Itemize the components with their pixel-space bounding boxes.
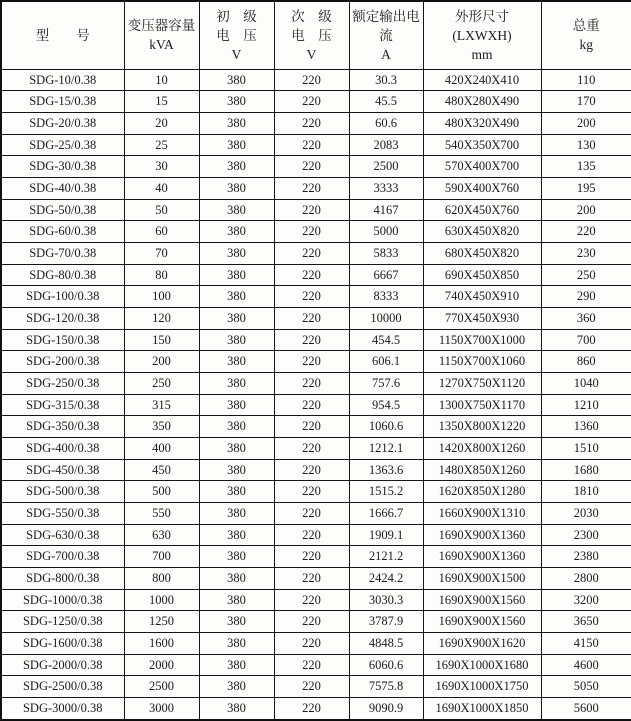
cell-dimensions: 480X280X490 <box>423 91 541 113</box>
cell-primary-voltage: 380 <box>199 697 274 720</box>
cell-primary-voltage: 380 <box>199 372 274 394</box>
cell-secondary-voltage: 220 <box>274 372 349 394</box>
table-row <box>1 242 631 264</box>
cell-capacity: 30 <box>124 156 199 178</box>
cell-total-weight: 1040 <box>541 372 631 394</box>
cell-secondary-voltage: 220 <box>274 221 349 243</box>
cell-dimensions: 1690X900X1360 <box>423 546 541 568</box>
table-row <box>1 589 631 611</box>
cell-rated-output-current: 1515.2 <box>349 481 423 503</box>
cell-capacity: 1000 <box>124 589 199 611</box>
cell-total-weight: 200 <box>541 199 631 221</box>
cell-dimensions: 1690X900X1620 <box>423 632 541 654</box>
header-line: 初 级 <box>216 8 257 24</box>
cell-model: SDG-700/0.38 <box>1 546 124 568</box>
cell-model: SDG-100/0.38 <box>1 286 124 308</box>
cell-capacity: 60 <box>124 221 199 243</box>
cell-primary-voltage: 380 <box>199 654 274 676</box>
cell-rated-output-current: 1666.7 <box>349 502 423 524</box>
cell-dimensions: 1420X800X1260 <box>423 437 541 459</box>
table-row <box>1 502 631 524</box>
cell-capacity: 40 <box>124 177 199 199</box>
cell-dimensions: 1270X750X1120 <box>423 372 541 394</box>
cell-capacity: 1250 <box>124 611 199 633</box>
cell-secondary-voltage: 220 <box>274 524 349 546</box>
cell-rated-output-current: 1909.1 <box>349 524 423 546</box>
cell-dimensions: 630X450X820 <box>423 221 541 243</box>
cell-secondary-voltage: 220 <box>274 697 349 720</box>
header-line: kg <box>579 37 593 53</box>
table-row <box>1 177 631 199</box>
cell-model: SDG-450/0.38 <box>1 459 124 481</box>
cell-primary-voltage: 380 <box>199 437 274 459</box>
header-line: A <box>381 46 391 62</box>
cell-model: SDG-20/0.38 <box>1 112 124 134</box>
column-header-rated-output-current <box>349 1 423 69</box>
table-row <box>1 437 631 459</box>
cell-rated-output-current: 8333 <box>349 286 423 308</box>
cell-primary-voltage: 380 <box>199 546 274 568</box>
table-row <box>1 524 631 546</box>
header-line: 流 <box>379 27 393 43</box>
column-header-model <box>1 1 124 69</box>
cell-total-weight: 170 <box>541 91 631 113</box>
cell-capacity: 70 <box>124 242 199 264</box>
table-row <box>1 697 631 720</box>
cell-primary-voltage: 380 <box>199 264 274 286</box>
cell-total-weight: 130 <box>541 134 631 156</box>
cell-model: SDG-70/0.38 <box>1 242 124 264</box>
cell-capacity: 250 <box>124 372 199 394</box>
table-row <box>1 416 631 438</box>
cell-dimensions: 740X450X910 <box>423 286 541 308</box>
cell-primary-voltage: 380 <box>199 134 274 156</box>
cell-total-weight: 195 <box>541 177 631 199</box>
cell-secondary-voltage: 220 <box>274 481 349 503</box>
table-row <box>1 91 631 113</box>
cell-model: SDG-400/0.38 <box>1 437 124 459</box>
table-row <box>1 611 631 633</box>
header-line: 变压器容量 <box>127 18 196 34</box>
cell-model: SDG-150/0.38 <box>1 329 124 351</box>
header-line: 额定输出电 <box>352 8 420 24</box>
cell-total-weight: 1210 <box>541 394 631 416</box>
cell-capacity: 15 <box>124 91 199 113</box>
table-row <box>1 351 631 373</box>
table-row <box>1 199 631 221</box>
cell-rated-output-current: 7575.8 <box>349 676 423 698</box>
cell-primary-voltage: 380 <box>199 221 274 243</box>
cell-capacity: 550 <box>124 502 199 524</box>
cell-capacity: 25 <box>124 134 199 156</box>
cell-secondary-voltage: 220 <box>274 654 349 676</box>
cell-model: SDG-10/0.38 <box>1 69 124 91</box>
cell-capacity: 400 <box>124 437 199 459</box>
cell-total-weight: 4600 <box>541 654 631 676</box>
cell-secondary-voltage: 220 <box>274 351 349 373</box>
cell-primary-voltage: 380 <box>199 611 274 633</box>
table-row <box>1 394 631 416</box>
table-row <box>1 69 631 91</box>
cell-rated-output-current: 954.5 <box>349 394 423 416</box>
cell-model: SDG-25/0.38 <box>1 134 124 156</box>
table-row <box>1 134 631 156</box>
table-row <box>1 372 631 394</box>
cell-secondary-voltage: 220 <box>274 546 349 568</box>
column-header-primary-voltage <box>199 1 274 69</box>
cell-rated-output-current: 3333 <box>349 177 423 199</box>
cell-rated-output-current: 30.3 <box>349 69 423 91</box>
cell-total-weight: 220 <box>541 221 631 243</box>
cell-dimensions: 1300X750X1170 <box>423 394 541 416</box>
cell-rated-output-current: 6060.6 <box>349 654 423 676</box>
cell-model: SDG-60/0.38 <box>1 221 124 243</box>
cell-rated-output-current: 5000 <box>349 221 423 243</box>
cell-secondary-voltage: 220 <box>274 459 349 481</box>
cell-primary-voltage: 380 <box>199 524 274 546</box>
cell-rated-output-current: 3030.3 <box>349 589 423 611</box>
cell-capacity: 50 <box>124 199 199 221</box>
cell-rated-output-current: 6667 <box>349 264 423 286</box>
cell-model: SDG-120/0.38 <box>1 307 124 329</box>
cell-primary-voltage: 380 <box>199 502 274 524</box>
cell-primary-voltage: 380 <box>199 394 274 416</box>
cell-capacity: 350 <box>124 416 199 438</box>
cell-capacity: 150 <box>124 329 199 351</box>
header-line: 总重 <box>572 18 600 34</box>
cell-capacity: 80 <box>124 264 199 286</box>
header-line: 型 号 <box>35 27 90 43</box>
cell-capacity: 2000 <box>124 654 199 676</box>
cell-rated-output-current: 2500 <box>349 156 423 178</box>
cell-primary-voltage: 380 <box>199 91 274 113</box>
cell-secondary-voltage: 220 <box>274 112 349 134</box>
cell-model: SDG-2500/0.38 <box>1 676 124 698</box>
cell-primary-voltage: 380 <box>199 177 274 199</box>
cell-primary-voltage: 380 <box>199 69 274 91</box>
cell-dimensions: 1620X850X1280 <box>423 481 541 503</box>
cell-secondary-voltage: 220 <box>274 416 349 438</box>
table-row <box>1 329 631 351</box>
cell-dimensions: 1690X1000X1680 <box>423 654 541 676</box>
cell-model: SDG-630/0.38 <box>1 524 124 546</box>
cell-primary-voltage: 380 <box>199 459 274 481</box>
cell-model: SDG-2000/0.38 <box>1 654 124 676</box>
cell-dimensions: 1690X900X1560 <box>423 589 541 611</box>
cell-capacity: 800 <box>124 567 199 589</box>
cell-rated-output-current: 757.6 <box>349 372 423 394</box>
cell-model: SDG-1250/0.38 <box>1 611 124 633</box>
column-header-capacity <box>124 1 199 69</box>
cell-secondary-voltage: 220 <box>274 264 349 286</box>
cell-primary-voltage: 380 <box>199 156 274 178</box>
column-header-total-weight <box>541 1 631 69</box>
cell-dimensions: 1690X900X1500 <box>423 567 541 589</box>
cell-capacity: 100 <box>124 286 199 308</box>
cell-dimensions: 1150X700X1060 <box>423 351 541 373</box>
cell-dimensions: 590X400X760 <box>423 177 541 199</box>
cell-total-weight: 2030 <box>541 502 631 524</box>
table-row <box>1 264 631 286</box>
cell-model: SDG-550/0.38 <box>1 502 124 524</box>
cell-secondary-voltage: 220 <box>274 307 349 329</box>
cell-primary-voltage: 380 <box>199 589 274 611</box>
cell-dimensions: 1690X1000X1750 <box>423 676 541 698</box>
cell-secondary-voltage: 220 <box>274 329 349 351</box>
cell-rated-output-current: 606.1 <box>349 351 423 373</box>
cell-total-weight: 290 <box>541 286 631 308</box>
cell-secondary-voltage: 220 <box>274 177 349 199</box>
cell-dimensions: 1350X800X1220 <box>423 416 541 438</box>
cell-secondary-voltage: 220 <box>274 156 349 178</box>
cell-capacity: 3000 <box>124 697 199 720</box>
header-line: 次 级 <box>291 8 332 24</box>
cell-total-weight: 135 <box>541 156 631 178</box>
cell-rated-output-current: 5833 <box>349 242 423 264</box>
cell-capacity: 2500 <box>124 676 199 698</box>
cell-dimensions: 680X450X820 <box>423 242 541 264</box>
cell-total-weight: 250 <box>541 264 631 286</box>
cell-dimensions: 770X450X930 <box>423 307 541 329</box>
cell-model: SDG-30/0.38 <box>1 156 124 178</box>
cell-capacity: 700 <box>124 546 199 568</box>
cell-secondary-voltage: 220 <box>274 394 349 416</box>
cell-secondary-voltage: 220 <box>274 567 349 589</box>
cell-total-weight: 2800 <box>541 567 631 589</box>
cell-dimensions: 1690X900X1360 <box>423 524 541 546</box>
column-header-dimensions <box>423 1 541 69</box>
cell-secondary-voltage: 220 <box>274 242 349 264</box>
header-line: V <box>231 46 242 62</box>
table-row <box>1 156 631 178</box>
cell-total-weight: 860 <box>541 351 631 373</box>
cell-dimensions: 1690X1000X1850 <box>423 697 541 720</box>
cell-model: SDG-3000/0.38 <box>1 697 124 720</box>
cell-capacity: 500 <box>124 481 199 503</box>
cell-model: SDG-1600/0.38 <box>1 632 124 654</box>
cell-capacity: 20 <box>124 112 199 134</box>
cell-secondary-voltage: 220 <box>274 437 349 459</box>
table-row <box>1 654 631 676</box>
cell-capacity: 630 <box>124 524 199 546</box>
cell-rated-output-current: 4167 <box>349 199 423 221</box>
cell-rated-output-current: 2083 <box>349 134 423 156</box>
cell-dimensions: 620X450X760 <box>423 199 541 221</box>
cell-secondary-voltage: 220 <box>274 134 349 156</box>
cell-total-weight: 700 <box>541 329 631 351</box>
table-row <box>1 481 631 503</box>
header-line: 外形尺寸 <box>455 8 509 24</box>
cell-capacity: 10 <box>124 69 199 91</box>
cell-primary-voltage: 380 <box>199 632 274 654</box>
cell-secondary-voltage: 220 <box>274 502 349 524</box>
cell-total-weight: 1810 <box>541 481 631 503</box>
cell-dimensions: 480X320X490 <box>423 112 541 134</box>
header-line: 电 压 <box>216 27 257 43</box>
table-row <box>1 676 631 698</box>
cell-dimensions: 540X350X700 <box>423 134 541 156</box>
cell-dimensions: 1150X700X1000 <box>423 329 541 351</box>
cell-total-weight: 360 <box>541 307 631 329</box>
cell-total-weight: 200 <box>541 112 631 134</box>
cell-rated-output-current: 2121.2 <box>349 546 423 568</box>
column-header-secondary-voltage <box>274 1 349 69</box>
cell-rated-output-current: 1363.6 <box>349 459 423 481</box>
cell-dimensions: 1480X850X1260 <box>423 459 541 481</box>
cell-total-weight: 2300 <box>541 524 631 546</box>
cell-secondary-voltage: 220 <box>274 91 349 113</box>
cell-primary-voltage: 380 <box>199 329 274 351</box>
cell-model: SDG-80/0.38 <box>1 264 124 286</box>
cell-total-weight: 110 <box>541 69 631 91</box>
cell-model: SDG-40/0.38 <box>1 177 124 199</box>
table-body <box>1 69 631 720</box>
cell-secondary-voltage: 220 <box>274 611 349 633</box>
cell-primary-voltage: 380 <box>199 416 274 438</box>
cell-total-weight: 230 <box>541 242 631 264</box>
cell-rated-output-current: 1060.6 <box>349 416 423 438</box>
cell-dimensions: 1690X900X1560 <box>423 611 541 633</box>
cell-total-weight: 1510 <box>541 437 631 459</box>
table-row <box>1 546 631 568</box>
cell-primary-voltage: 380 <box>199 567 274 589</box>
cell-secondary-voltage: 220 <box>274 676 349 698</box>
cell-secondary-voltage: 220 <box>274 632 349 654</box>
cell-rated-output-current: 45.5 <box>349 91 423 113</box>
header-line: mm <box>471 46 493 62</box>
table-row <box>1 632 631 654</box>
cell-capacity: 1600 <box>124 632 199 654</box>
cell-secondary-voltage: 220 <box>274 589 349 611</box>
table-row <box>1 567 631 589</box>
cell-model: SDG-500/0.38 <box>1 481 124 503</box>
cell-model: SDG-200/0.38 <box>1 351 124 373</box>
cell-rated-output-current: 454.5 <box>349 329 423 351</box>
cell-total-weight: 1360 <box>541 416 631 438</box>
header-line: (LXWXH) <box>452 27 512 43</box>
cell-primary-voltage: 380 <box>199 112 274 134</box>
header-line: kVA <box>149 37 174 53</box>
cell-total-weight: 3200 <box>541 589 631 611</box>
table-row <box>1 307 631 329</box>
cell-primary-voltage: 380 <box>199 351 274 373</box>
header-line: 电 压 <box>291 27 332 43</box>
cell-rated-output-current: 60.6 <box>349 112 423 134</box>
cell-model: SDG-50/0.38 <box>1 199 124 221</box>
cell-total-weight: 4150 <box>541 632 631 654</box>
cell-model: SDG-800/0.38 <box>1 567 124 589</box>
cell-secondary-voltage: 220 <box>274 69 349 91</box>
cell-total-weight: 5600 <box>541 697 631 720</box>
cell-total-weight: 1680 <box>541 459 631 481</box>
cell-model: SDG-350/0.38 <box>1 416 124 438</box>
table-row <box>1 112 631 134</box>
cell-secondary-voltage: 220 <box>274 199 349 221</box>
table-row <box>1 221 631 243</box>
cell-total-weight: 2380 <box>541 546 631 568</box>
cell-rated-output-current: 3787.9 <box>349 611 423 633</box>
cell-dimensions: 420X240X410 <box>423 69 541 91</box>
cell-total-weight: 5050 <box>541 676 631 698</box>
table-row <box>1 459 631 481</box>
cell-primary-voltage: 380 <box>199 286 274 308</box>
header-line: V <box>306 46 317 62</box>
cell-total-weight: 3650 <box>541 611 631 633</box>
table-row <box>1 286 631 308</box>
cell-primary-voltage: 380 <box>199 199 274 221</box>
table-header <box>1 1 631 69</box>
cell-dimensions: 570X400X700 <box>423 156 541 178</box>
cell-primary-voltage: 380 <box>199 242 274 264</box>
cell-rated-output-current: 2424.2 <box>349 567 423 589</box>
cell-rated-output-current: 9090.9 <box>349 697 423 720</box>
cell-model: SDG-15/0.38 <box>1 91 124 113</box>
cell-model: SDG-1000/0.38 <box>1 589 124 611</box>
cell-dimensions: 690X450X850 <box>423 264 541 286</box>
cell-dimensions: 1660X900X1310 <box>423 502 541 524</box>
cell-rated-output-current: 4848.5 <box>349 632 423 654</box>
cell-model: SDG-315/0.38 <box>1 394 124 416</box>
cell-primary-voltage: 380 <box>199 676 274 698</box>
cell-capacity: 450 <box>124 459 199 481</box>
header-row <box>1 1 631 69</box>
cell-primary-voltage: 380 <box>199 481 274 503</box>
cell-rated-output-current: 10000 <box>349 307 423 329</box>
cell-rated-output-current: 1212.1 <box>349 437 423 459</box>
cell-primary-voltage: 380 <box>199 307 274 329</box>
cell-model: SDG-250/0.38 <box>1 372 124 394</box>
cell-secondary-voltage: 220 <box>274 286 349 308</box>
cell-capacity: 120 <box>124 307 199 329</box>
cell-capacity: 200 <box>124 351 199 373</box>
cell-capacity: 315 <box>124 394 199 416</box>
